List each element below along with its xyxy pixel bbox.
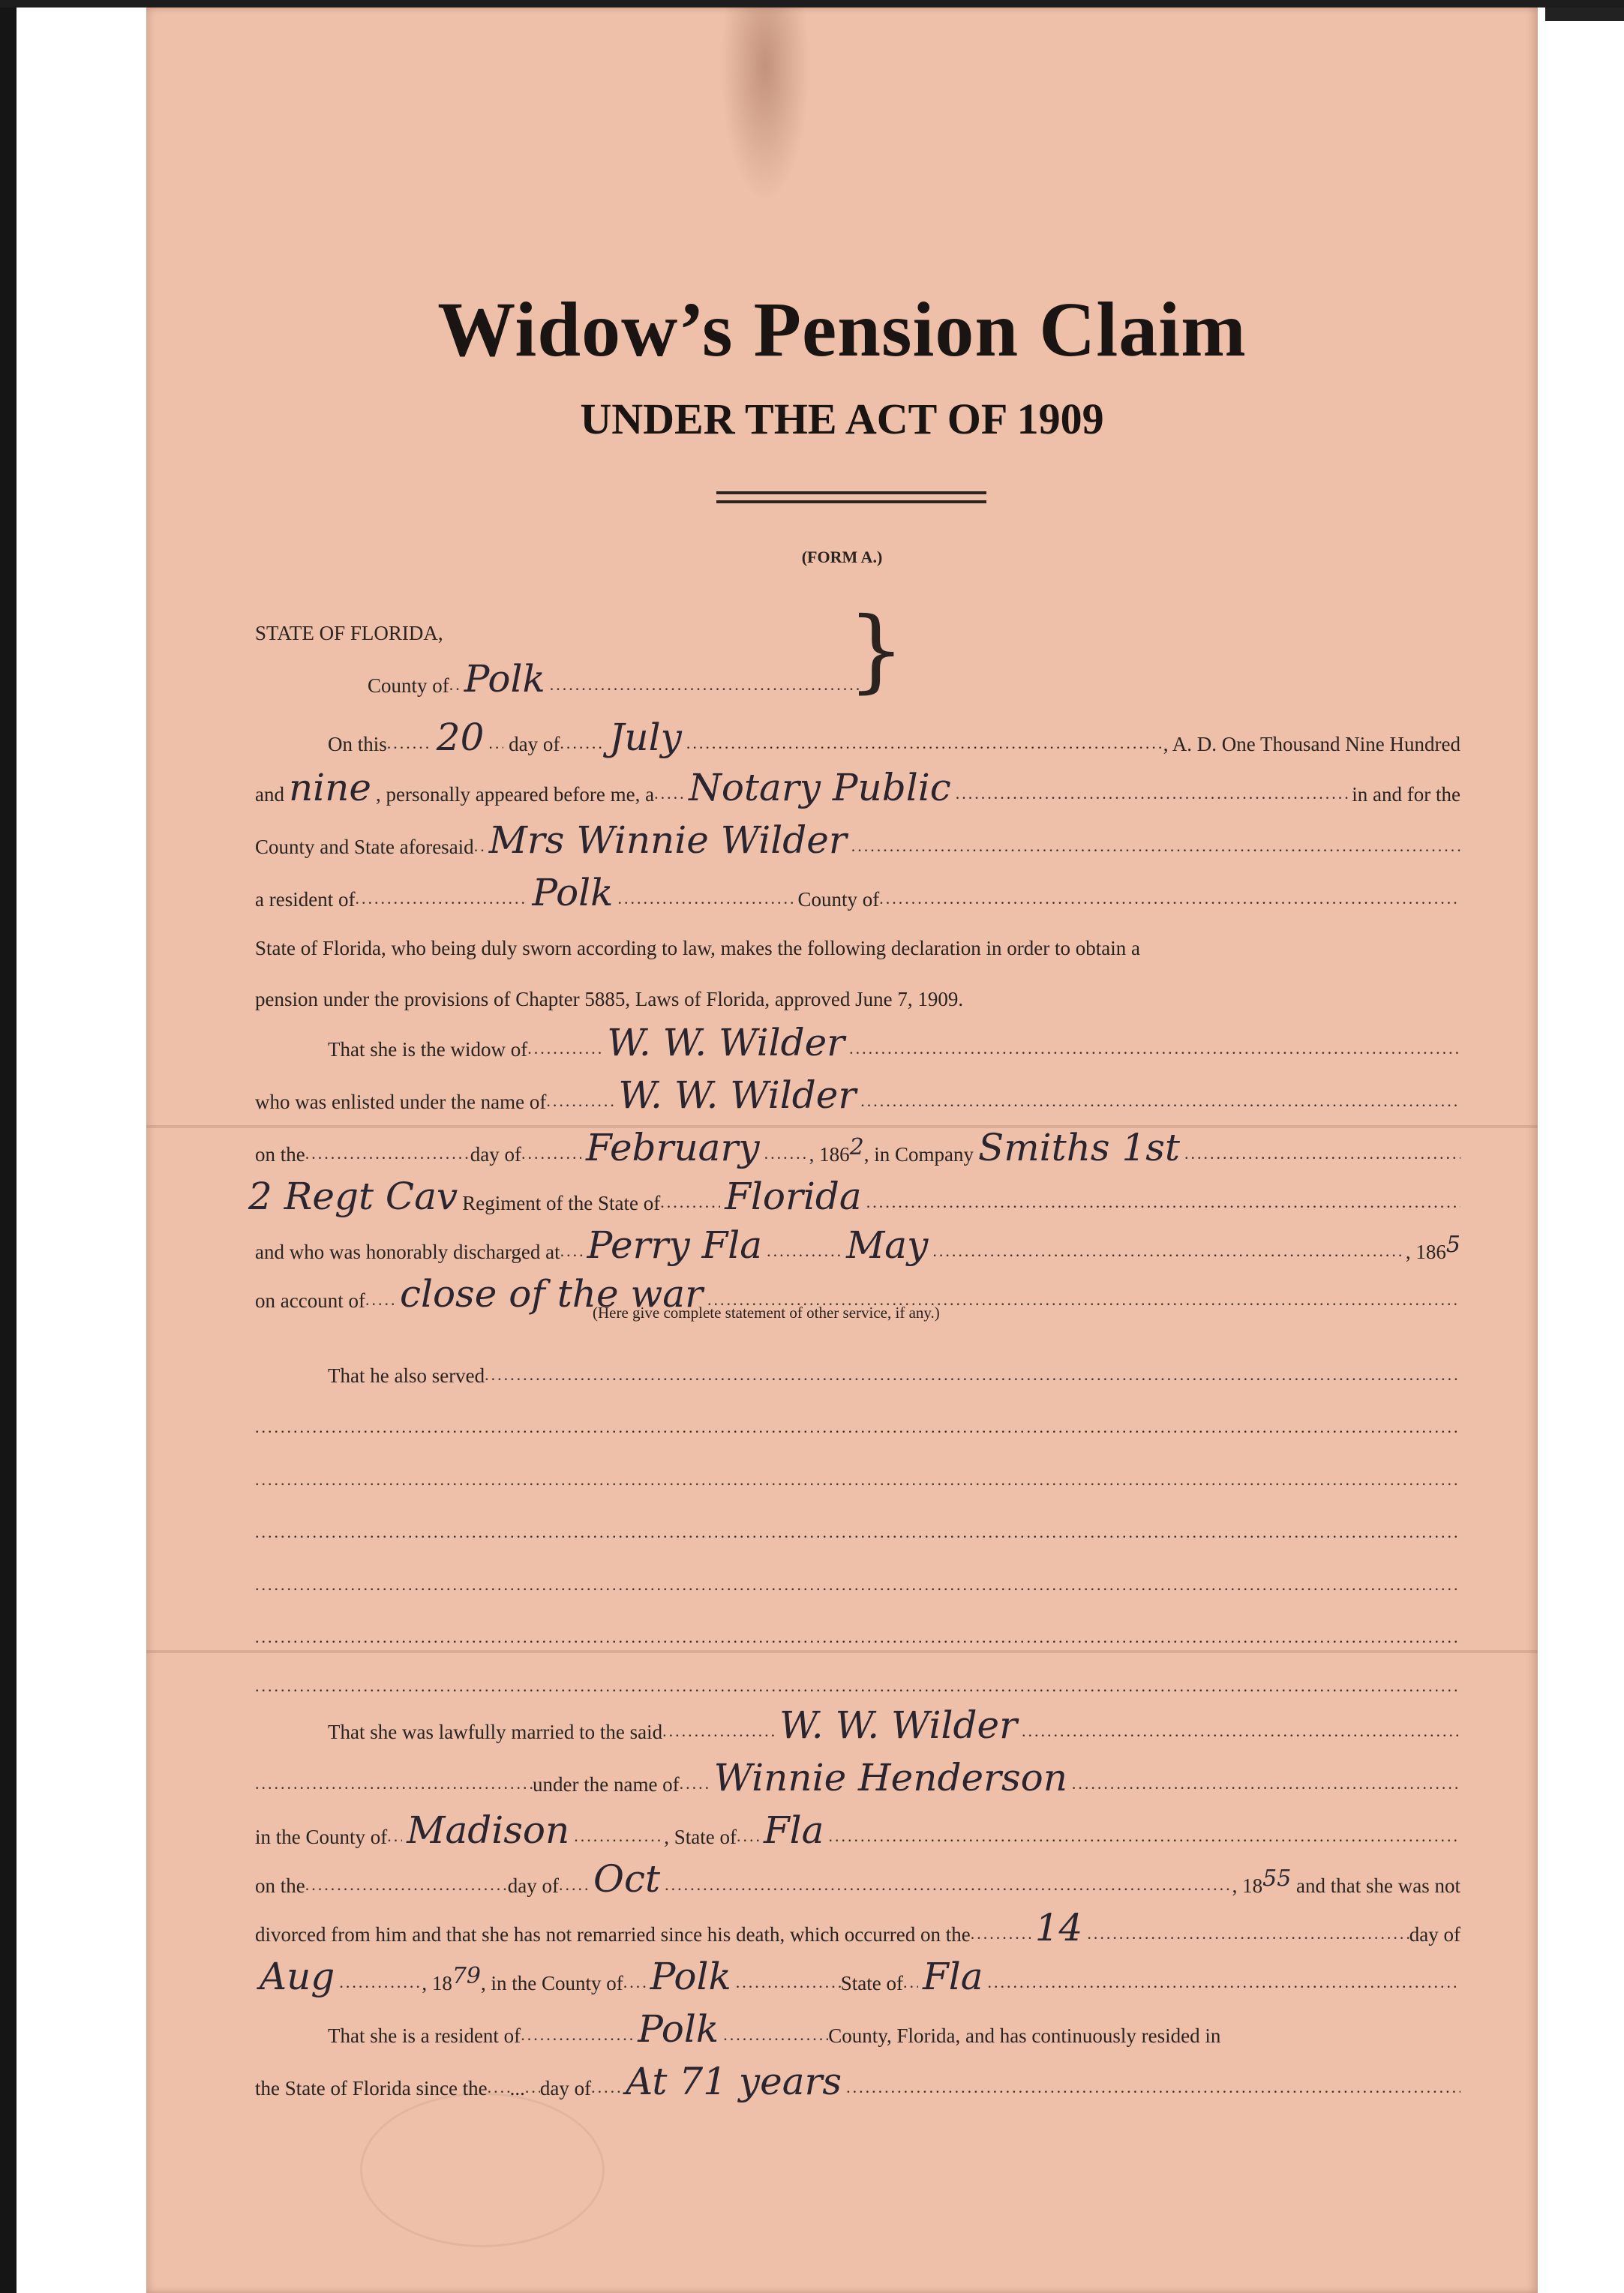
death-date-line: [255, 1950, 1460, 1998]
resident-line: [255, 866, 1460, 914]
discharged-line: [255, 1219, 1460, 1267]
death-state: Fla: [923, 1955, 983, 1998]
since-day: ...: [509, 2077, 525, 2099]
married-to: W. W. Wilder: [779, 1703, 1017, 1747]
blank-service-line: [255, 1395, 1460, 1440]
marriage-county-label: in the County of: [255, 1826, 388, 1848]
appeared-label: , personally appeared before me, a: [375, 783, 655, 806]
account-reason: close of the war: [399, 1272, 703, 1316]
document-subtitle: UNDER THE ACT OF 1909: [580, 395, 1104, 443]
regiment-state: Florida: [725, 1175, 862, 1218]
since-label: the State of Florida since the: [255, 2077, 488, 2099]
and-label: and: [255, 783, 284, 806]
discharged-label: and who was honorably discharged at: [255, 1241, 560, 1263]
death-year: 79: [452, 1963, 482, 1989]
blank-service-line: [255, 1605, 1460, 1650]
maiden-name-line: [255, 1751, 1460, 1799]
document-title: Widow’s Pension Claim: [437, 287, 1247, 373]
form-label: (FORM A.): [801, 548, 883, 566]
discharged-year-prefix: , 186: [1405, 1241, 1446, 1263]
married-line: [328, 1699, 1460, 1747]
not-divorced-label: and that she was not: [1296, 1874, 1460, 1897]
marriage-year-prefix: , 18: [1232, 1874, 1263, 1897]
company-label: , in Company: [863, 1143, 974, 1166]
maiden-name: Winnie Henderson: [713, 1756, 1067, 1799]
death-day: 14: [1034, 1906, 1083, 1949]
oath-day: 20: [436, 716, 485, 759]
county-of-label: County of: [797, 888, 880, 911]
discharged-year: 5: [1445, 1232, 1460, 1258]
fold-crease: [146, 1650, 1538, 1653]
on-the-label: on the: [255, 1874, 305, 1897]
marriage-state-label: , State of: [664, 1826, 737, 1848]
county-value: Polk: [464, 657, 545, 701]
oath-year-word: nine: [288, 766, 371, 809]
also-served-line: [328, 1343, 1460, 1388]
appeared-line: [255, 761, 1460, 809]
declaration-line-2: [255, 966, 963, 1011]
since-value: At 71 years: [626, 2060, 842, 2103]
divorce-line: [255, 1901, 1460, 1949]
county-header-line: [368, 653, 863, 701]
day-of-label: day of: [507, 1874, 559, 1897]
death-county: Polk: [650, 1955, 731, 1998]
oath-month: July: [609, 716, 682, 759]
residence-suffix: County, Florida, and has continuously resided in: [828, 2024, 1221, 2047]
married-label: That she was lawfully married to the said: [328, 1721, 663, 1743]
widow-of-label: That she is the widow of: [328, 1038, 528, 1061]
scanner-left-border: [0, 0, 17, 2293]
discharged-place: Perry Fla: [587, 1223, 763, 1267]
resident-label: a resident of: [255, 888, 356, 911]
regiment-line: [244, 1170, 1460, 1218]
residence-line: [328, 2003, 1460, 2051]
company-value: Smiths 1st: [977, 1126, 1181, 1169]
day-of-label: day of: [1409, 1923, 1460, 1946]
declaration-text-1: State of Florida, who being duly sworn according to law, makes the following declaration in order to obtain a: [255, 937, 1140, 959]
claimant-line: [255, 814, 1460, 862]
widow-of-line: [328, 1016, 1460, 1064]
scanner-right-border: [1545, 8, 1624, 21]
death-county-label: , in the County of: [481, 1972, 623, 1994]
enlisted-line: [255, 1069, 1460, 1117]
paper-tear-mark: [720, 8, 810, 203]
day-of-label: day of: [539, 2077, 592, 2099]
death-state-label: State of: [840, 1972, 904, 1994]
day-of-label: day of: [470, 1143, 521, 1166]
marriage-county: Madison: [407, 1808, 570, 1852]
claimant-name: Mrs Winnie Wilder: [488, 818, 847, 862]
blank-service-line: [255, 1654, 1460, 1699]
marriage-state: Fla: [763, 1808, 824, 1852]
county-label: County of: [368, 674, 449, 697]
death-year-prefix: , 18: [422, 1972, 452, 1994]
death-month: Aug: [260, 1955, 335, 1998]
other-service-note: (Here give complete statement of other service, if any.): [593, 1304, 940, 1322]
enlisted-name: W. W. Wilder: [618, 1073, 857, 1117]
title-divider: [716, 491, 986, 494]
residence-county: Polk: [638, 2007, 719, 2051]
husband-name: W. W. Wilder: [607, 1021, 845, 1064]
blank-service-line: [255, 1500, 1460, 1545]
on-this-label: On this: [328, 733, 387, 755]
divorced-text: divorced from him and that she has not remarried since his death, which occurred on the: [255, 1923, 971, 1946]
regiment-value: 2 Regt Cav: [248, 1175, 458, 1218]
blank-service-line: [255, 1553, 1460, 1598]
marriage-year: 55: [1262, 1865, 1292, 1892]
declaration-line-1: [255, 915, 1140, 960]
oath-date-line: [328, 711, 1460, 759]
scanner-top-border: [0, 0, 1624, 8]
marriage-month: Oct: [593, 1857, 661, 1901]
residence-label: That she is a resident of: [328, 2024, 521, 2047]
faded-seal-stamp: [360, 2093, 605, 2247]
discharged-month: May: [846, 1223, 929, 1267]
enlisted-label: who was enlisted under the name of: [255, 1091, 547, 1113]
marriage-county-line: [255, 1804, 1460, 1852]
state-label: STATE OF FLORIDA,: [255, 622, 443, 644]
enlist-year: 2: [849, 1134, 864, 1160]
year-prefix-label: , A. D. One Thousand Nine Hundred: [1163, 733, 1460, 755]
day-of-label: day of: [509, 733, 560, 755]
enlist-month: February: [585, 1126, 760, 1169]
resident-county: Polk: [532, 871, 614, 914]
notary-title: Notary Public: [689, 766, 951, 809]
enlist-year-prefix: , 186: [809, 1143, 850, 1166]
under-name-label: under the name of: [533, 1773, 680, 1796]
declaration-text-2: pension under the provisions of Chapter 5885, Laws of Florida, approved June 7, 1909.: [255, 988, 964, 1010]
county-state-label: County and State aforesaid: [255, 836, 474, 858]
on-the-label: on the: [255, 1143, 305, 1166]
blank-service-line: [255, 1448, 1460, 1493]
state-header-line: [255, 600, 443, 645]
title-divider: [716, 500, 986, 503]
residence-since-line: [255, 2055, 1460, 2103]
regiment-label: Regiment of the State of: [462, 1192, 661, 1214]
also-served-label: That he also served: [328, 1364, 485, 1387]
marriage-date-line: [255, 1853, 1460, 1901]
header-brace: }: [848, 599, 905, 703]
in-and-for-label: in and for the: [1352, 783, 1460, 806]
enlist-date-line: [255, 1121, 1460, 1169]
account-label: on account of: [255, 1289, 365, 1312]
